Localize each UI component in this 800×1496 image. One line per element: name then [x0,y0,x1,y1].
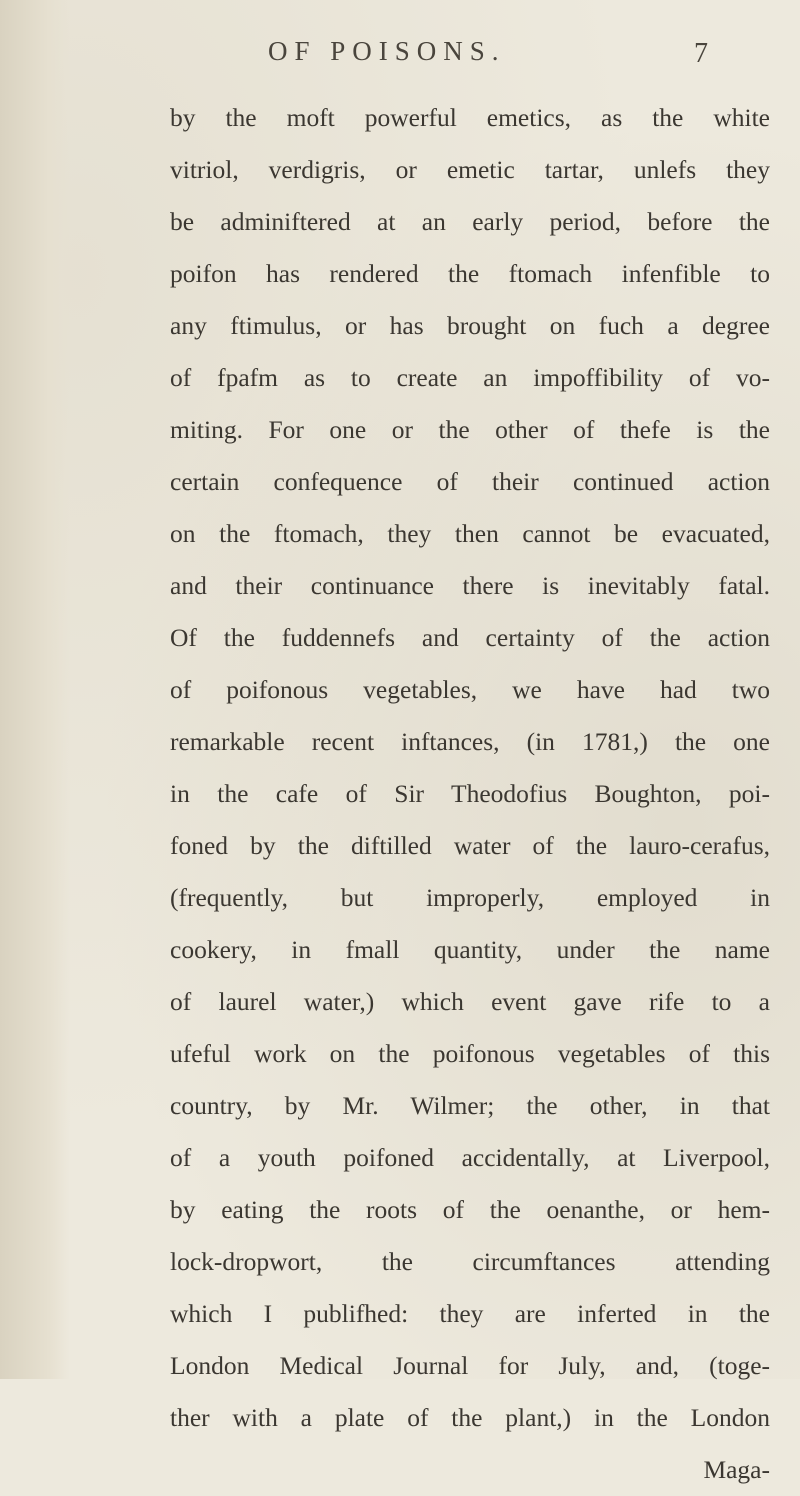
text-line: lock-dropwort, the circumftances attending [170,1247,770,1276]
body-text [170,92,770,1496]
text-line: on the ftomach, they then cannot be evacuated, [170,519,770,548]
text-line: cookery, in fmall quantity, under the name [170,935,770,964]
text-line: be adminiftered at an early period, before the [170,207,770,236]
text-line: by the moft powerful emetics, as the white [170,103,770,132]
running-head: OF POISONS. [268,36,506,66]
text-line: of a youth poifoned accidentally, at Liverpool, [170,1143,770,1172]
text-line: any ftimulus, or has brought on fuch a degree [170,311,770,340]
text-line: country, by Mr. Wilmer; the other, in that [170,1091,770,1120]
page-number: 7 [694,38,708,69]
text-line: (frequently, but improperly, employed in [170,883,770,912]
text-line: of fpafm as to create an impoffibility of vo- [170,363,770,392]
text-line: which I publifhed: they are inferted in the [170,1299,770,1328]
text-line: remarkable recent inftances, (in 1781,) the one [170,727,770,756]
text-line: ufeful work on the poifonous vegetables of this [170,1039,770,1068]
text-line: Of the fuddennefs and certainty of the action [170,623,770,652]
page-gutter-shadow [0,0,70,1379]
page-header [0,36,800,76]
text-line: of poifonous vegetables, we have had two [170,675,770,704]
text-line: certain confequence of their continued action [170,467,770,496]
catchword: Maga- [703,1455,770,1484]
text-line: miting. For one or the other of thefe is the [170,415,770,444]
text-line: in the cafe of Sir Theodofius Boughton, poi- [170,779,770,808]
text-line: poifon has rendered the ftomach infenfible to [170,259,770,288]
text-line: London Medical Journal for July, and, (toge- [170,1351,770,1380]
text-line: by eating the roots of the oenanthe, or hem- [170,1195,770,1224]
text-line: and their continuance there is inevitably fatal. [170,571,770,600]
text-line: ther with a plate of the plant,) in the London [170,1403,770,1432]
text-line: vitriol, verdigris, or emetic tartar, unlefs they [170,155,770,184]
text-line: of laurel water,) which event gave rife to a [170,987,770,1016]
text-line: foned by the diftilled water of the lauro-cerafus, [170,831,770,860]
